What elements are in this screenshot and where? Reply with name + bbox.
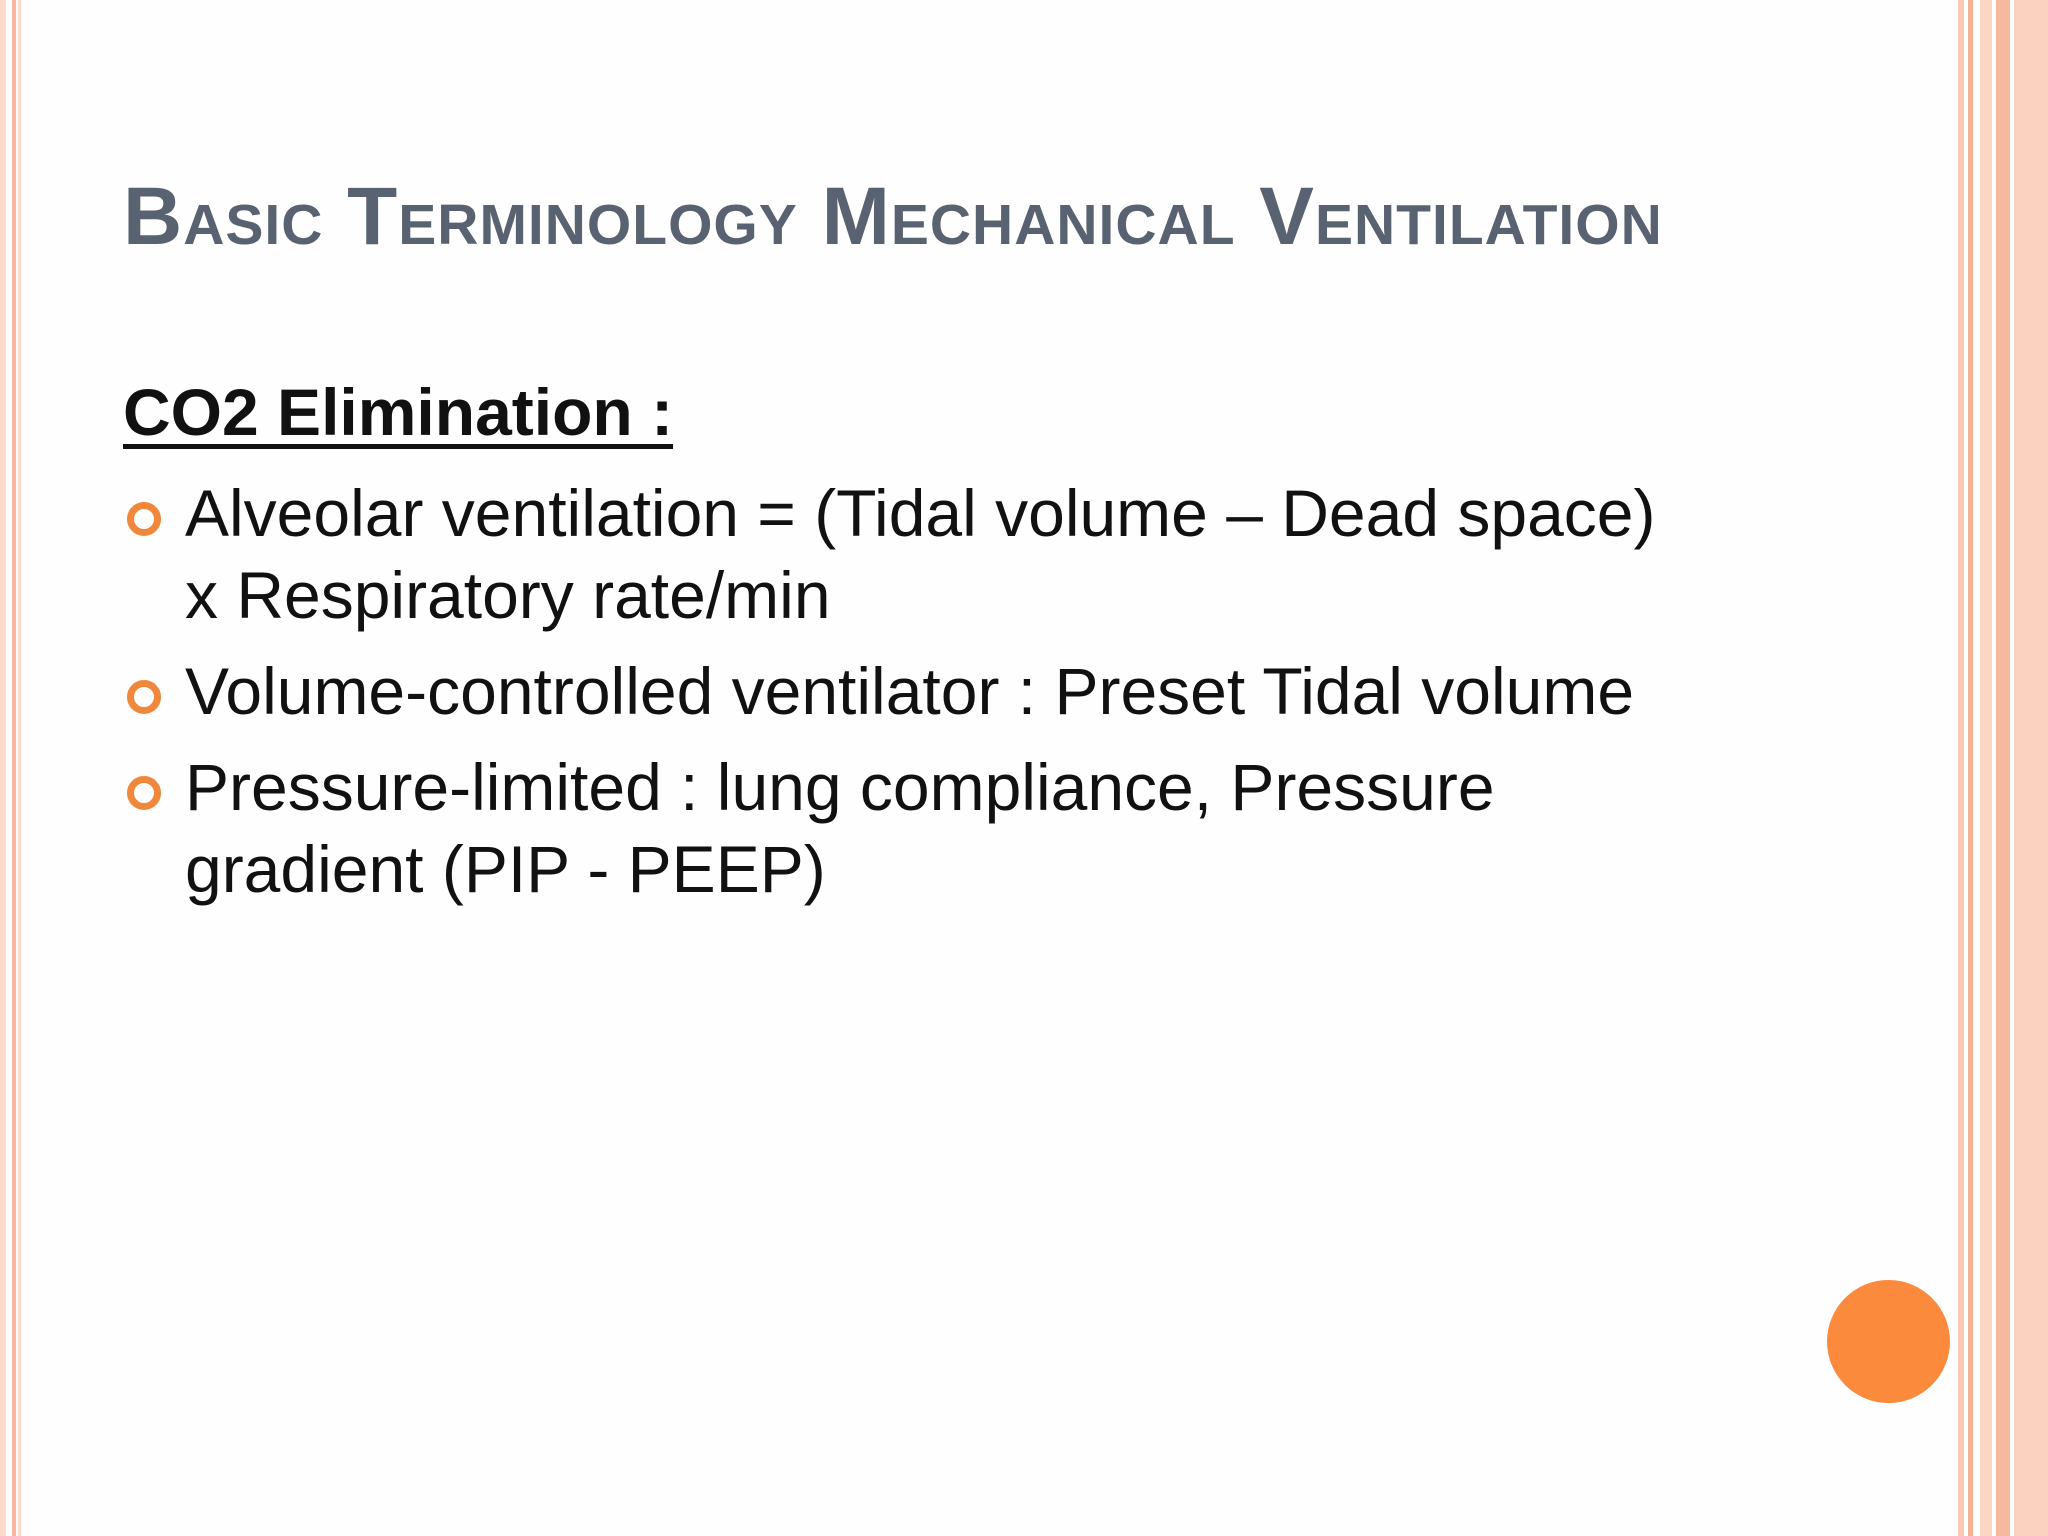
right-border-stripe [1980, 0, 1992, 1536]
left-border-stripe [12, 0, 16, 1536]
bullet-text [185, 472, 1655, 636]
bullet-text [185, 650, 1655, 732]
left-border-stripe [18, 0, 21, 1536]
bullet-list [123, 472, 1655, 924]
bullet-line: gradient (PIP - PEEP) [185, 832, 826, 906]
bullet-line: Pressure-limited : lung compliance, Pressure [185, 750, 1495, 824]
bullet-text [185, 746, 1655, 910]
bullet-item [123, 746, 1655, 910]
hollow-circle-bullet-icon [127, 776, 161, 810]
right-border-stripe [1968, 0, 1973, 1536]
right-border-stripe [2014, 0, 2048, 1536]
bullet-item [123, 472, 1655, 636]
bullet-line: Volume-controlled ventilator : Preset Tidal volume [185, 654, 1635, 728]
section-heading: CO2 Elimination : [123, 375, 674, 449]
right-border-stripe [1958, 0, 1964, 1536]
right-border-stripe [1996, 0, 2010, 1536]
hollow-circle-bullet-icon [127, 502, 161, 536]
hollow-circle-bullet-icon [127, 680, 161, 714]
left-border-stripe [0, 0, 6, 1536]
bullet-item [123, 650, 1655, 732]
bullet-line: Alveolar ventilation = (Tidal volume – Dead space) [185, 476, 1656, 550]
orange-circle-icon [1827, 1280, 1950, 1403]
bullet-line: x Respiratory rate/min [185, 558, 831, 632]
slide-title: Basic Terminology Mechanical Ventilation [123, 171, 1663, 262]
